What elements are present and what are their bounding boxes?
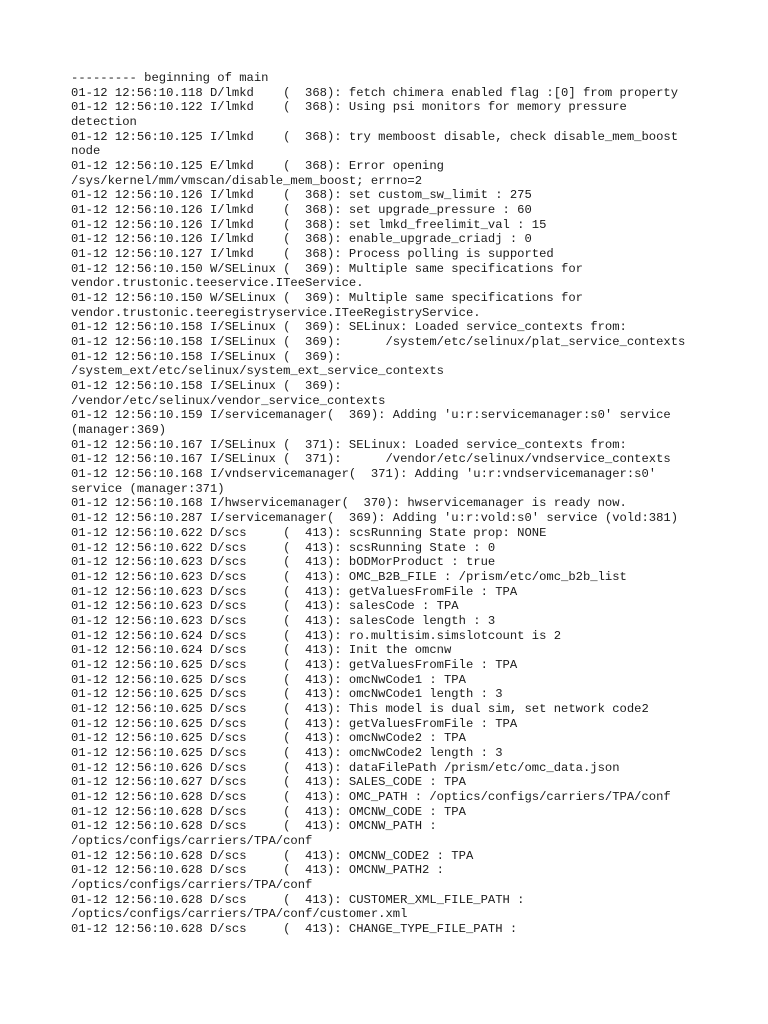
log-line: 01-12 12:56:10.623 D/scs ( 413): salesCode : TPA [71, 599, 459, 614]
log-document [71, 71, 711, 937]
log-line: (manager:369) [71, 423, 167, 438]
log-line: vendor.trustonic.teeservice.ITeeService. [71, 276, 364, 291]
log-line: 01-12 12:56:10.625 D/scs ( 413): This model is dual sim, set network code2 [71, 701, 649, 716]
log-line: 01-12 12:56:10.125 I/lmkd ( 368): try memboost disable, check disable_mem_boost [71, 129, 679, 144]
log-line: 01-12 12:56:10.628 D/scs ( 413): OMC_PATH : /optics/configs/carriers/TPA/conf [71, 789, 671, 804]
log-line: 01-12 12:56:10.167 I/SELinux ( 371): /vendor/etc/selinux/vndservice_contexts [71, 452, 671, 467]
log-line: 01-12 12:56:10.623 D/scs ( 413): OMC_B2B_FILE : /prism/etc/omc_b2b_list [71, 569, 627, 584]
log-line: 01-12 12:56:10.118 D/lmkd ( 368): fetch chimera enabled flag :[0] from property [71, 85, 679, 100]
log-line: 01-12 12:56:10.622 D/scs ( 413): scsRunning State prop: NONE [71, 525, 547, 540]
log-line: 01-12 12:56:10.158 I/SELinux ( 369): /system/etc/selinux/plat_service_contexts [71, 335, 686, 350]
log-line: /optics/configs/carriers/TPA/conf [71, 877, 313, 892]
log-line: /system_ext/etc/selinux/system_ext_service_contexts [71, 364, 444, 379]
log-line: 01-12 12:56:10.167 I/SELinux ( 371): SELinux: Loaded service_contexts from: [71, 437, 627, 452]
log-line: 01-12 12:56:10.624 D/scs ( 413): ro.multisim.simslotcount is 2 [71, 628, 562, 643]
log-line: 01-12 12:56:10.122 I/lmkd ( 368): Using psi monitors for memory pressure [71, 100, 627, 115]
log-line: node [71, 144, 101, 159]
log-line: 01-12 12:56:10.126 I/lmkd ( 368): enable_upgrade_criadj : 0 [71, 232, 532, 247]
log-line: 01-12 12:56:10.126 I/lmkd ( 368): set custom_sw_limit : 275 [71, 188, 532, 203]
log-line: 01-12 12:56:10.628 D/scs ( 413): OMCNW_CODE : TPA [71, 804, 466, 819]
log-line: 01-12 12:56:10.127 I/lmkd ( 368): Process polling is supported [71, 247, 554, 262]
log-line: /optics/configs/carriers/TPA/conf [71, 833, 313, 848]
log-line: 01-12 12:56:10.623 D/scs ( 413): salesCode length : 3 [71, 613, 496, 628]
log-line: 01-12 12:56:10.126 I/lmkd ( 368): set lmkd_freelimit_val : 15 [71, 217, 547, 232]
log-line: 01-12 12:56:10.159 I/servicemanager( 369): Adding 'u:r:servicemanager:s0' service [71, 408, 671, 423]
log-line: 01-12 12:56:10.628 D/scs ( 413): OMCNW_PATH : [71, 819, 437, 834]
log-line: /sys/kernel/mm/vmscan/disable_mem_boost; errno=2 [71, 173, 423, 188]
log-line: 01-12 12:56:10.158 I/SELinux ( 369): [71, 349, 342, 364]
log-line: 01-12 12:56:10.628 D/scs ( 413): OMCNW_CODE2 : TPA [71, 848, 474, 863]
log-line: 01-12 12:56:10.625 D/scs ( 413): omcNwCode2 : TPA [71, 731, 466, 746]
log-line: 01-12 12:56:10.168 I/vndservicemanager( 371): Adding 'u:r:vndservicemanager:s0' [71, 467, 657, 482]
log-line: 01-12 12:56:10.628 D/scs ( 413): CUSTOMER_XML_FILE_PATH : [71, 892, 525, 907]
log-line: /optics/configs/carriers/TPA/conf/customer.xml [71, 907, 408, 922]
log-line: 01-12 12:56:10.168 I/hwservicemanager( 370): hwservicemanager is ready now. [71, 496, 627, 511]
log-line: detection [71, 115, 137, 130]
log-line: service (manager:371) [71, 481, 225, 496]
log-line: 01-12 12:56:10.628 D/scs ( 413): OMCNW_PATH2 : [71, 863, 444, 878]
log-line: 01-12 12:56:10.125 E/lmkd ( 368): Error opening [71, 159, 444, 174]
log-line: 01-12 12:56:10.287 I/servicemanager( 369): Adding 'u:r:vold:s0' service (vold:381) [71, 511, 679, 526]
log-line: 01-12 12:56:10.626 D/scs ( 413): dataFilePath /prism/etc/omc_data.json [71, 760, 620, 775]
log-line: 01-12 12:56:10.625 D/scs ( 413): getValuesFromFile : TPA [71, 657, 518, 672]
log-line: 01-12 12:56:10.623 D/scs ( 413): getValuesFromFile : TPA [71, 584, 518, 599]
log-line: 01-12 12:56:10.158 I/SELinux ( 369): [71, 379, 342, 394]
log-line: /vendor/etc/selinux/vendor_service_contexts [71, 393, 386, 408]
log-line: 01-12 12:56:10.150 W/SELinux ( 369): Multiple same specifications for [71, 261, 583, 276]
log-line: 01-12 12:56:10.625 D/scs ( 413): omcNwCode2 length : 3 [71, 745, 503, 760]
log-line: 01-12 12:56:10.158 I/SELinux ( 369): SELinux: Loaded service_contexts from: [71, 320, 627, 335]
log-line: 01-12 12:56:10.627 D/scs ( 413): SALES_CODE : TPA [71, 775, 466, 790]
log-line: 01-12 12:56:10.623 D/scs ( 413): bODMorProduct : true [71, 555, 496, 570]
log-line: 01-12 12:56:10.126 I/lmkd ( 368): set upgrade_pressure : 60 [71, 203, 532, 218]
log-line: --------- beginning of main [71, 71, 269, 85]
log-line: 01-12 12:56:10.150 W/SELinux ( 369): Multiple same specifications for [71, 291, 583, 306]
log-line: 01-12 12:56:10.624 D/scs ( 413): Init the omcnw [71, 643, 452, 658]
log-line: 01-12 12:56:10.625 D/scs ( 413): omcNwCode1 : TPA [71, 672, 466, 687]
log-line: 01-12 12:56:10.622 D/scs ( 413): scsRunning State : 0 [71, 540, 496, 555]
log-line: 01-12 12:56:10.625 D/scs ( 413): omcNwCode1 length : 3 [71, 687, 503, 702]
log-line: vendor.trustonic.teeregistryservice.ITeeRegistryService. [71, 305, 481, 320]
log-line: 01-12 12:56:10.628 D/scs ( 413): CHANGE_TYPE_FILE_PATH : [71, 921, 518, 936]
log-line: 01-12 12:56:10.625 D/scs ( 413): getValuesFromFile : TPA [71, 716, 518, 731]
